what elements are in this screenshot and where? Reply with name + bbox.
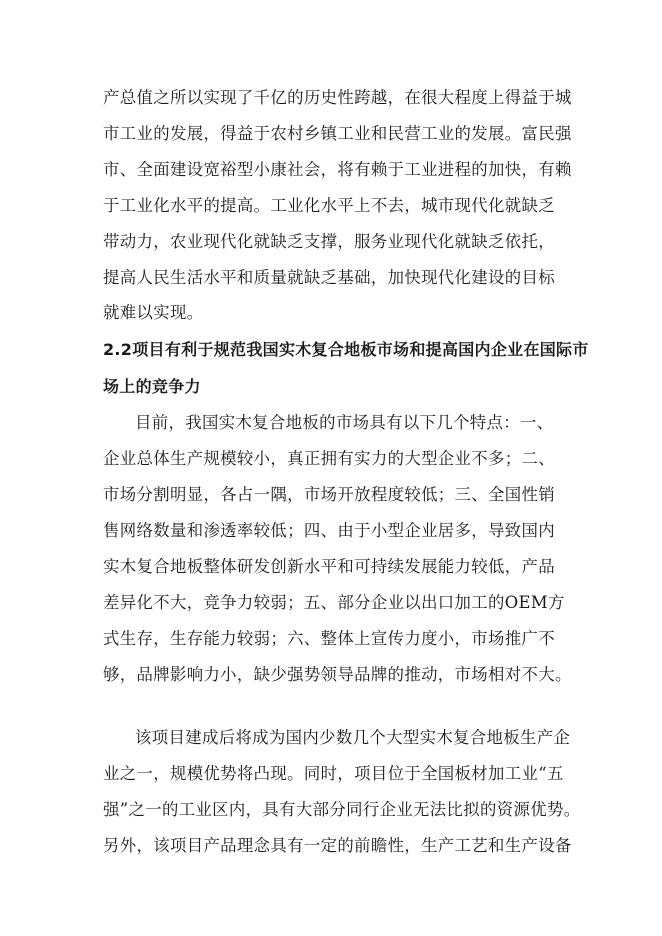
paragraph-line: 业之一，规模优势将凸现。同时，项目位于全国板材加工业“五 (103, 764, 564, 783)
paragraph-line: 够，品牌影响力小，缺少强势领导品牌的推动，市场相对不大。 (103, 665, 572, 684)
paragraph-line: 强”之一的工业区内，具有大部分同行企业无法比拟的资源优势。 (103, 800, 581, 819)
paragraph-line: 就难以实现。 (103, 303, 204, 322)
paragraph-line: 市场分割明显，各占一隅，市场开放程度较低；三、全国性销 (103, 485, 555, 504)
paragraph-line: 差异化不大，竞争力较弱；五、部分企业以出口加工的OEM方 (103, 593, 565, 612)
paragraph-line: 带动力，农业现代化就缺乏支撑，服务业现代化就缺乏依托， (103, 232, 555, 251)
paragraph-line: 产总值之所以实现了千亿的历史性跨越，在很大程度上得益于城 (103, 88, 572, 107)
paragraph-line: 于工业化水平的提高。工业化水平上不去，城市现代化就缺乏 (103, 196, 555, 215)
paragraph-line: 售网络数量和渗透率较低；四、由于小型企业居多，导致国内 (103, 521, 555, 540)
paragraph-line: 企业总体生产规模较小，真正拥有实力的大型企业不多；二、 (103, 449, 555, 468)
section-heading-line: 场上的竞争力 (103, 377, 201, 396)
paragraph-line: 该项目建成后将成为国内少数几个大型实木复合地板生产企 (135, 728, 571, 747)
paragraph-line: 实木复合地板整体研发创新水平和可持续发展能力较低，产品 (103, 557, 555, 576)
paragraph-line: 式生存，生存能力较弱；六、整体上宣传力度小，市场推广不 (103, 629, 555, 648)
paragraph-line: 另外，该项目产品理念具有一定的前瞻性，生产工艺和生产设备 (103, 836, 572, 855)
paragraph-line: 市、全面建设宽裕型小康社会，将有赖于工业进程的加快，有赖 (103, 160, 572, 179)
section-heading-line: 2.2项目有利于规范我国实木复合地板市场和提高国内企业在国际市 (103, 340, 589, 359)
paragraph-line: 提高人民生活水平和质量就缺乏基础，加快现代化建设的目标 (103, 268, 555, 287)
paragraph-line: 市工业的发展，得益于农村乡镇工业和民营工业的发展。富民强 (103, 124, 572, 143)
paragraph-line: 目前，我国实木复合地板的市场具有以下几个特点：一、 (135, 413, 554, 432)
